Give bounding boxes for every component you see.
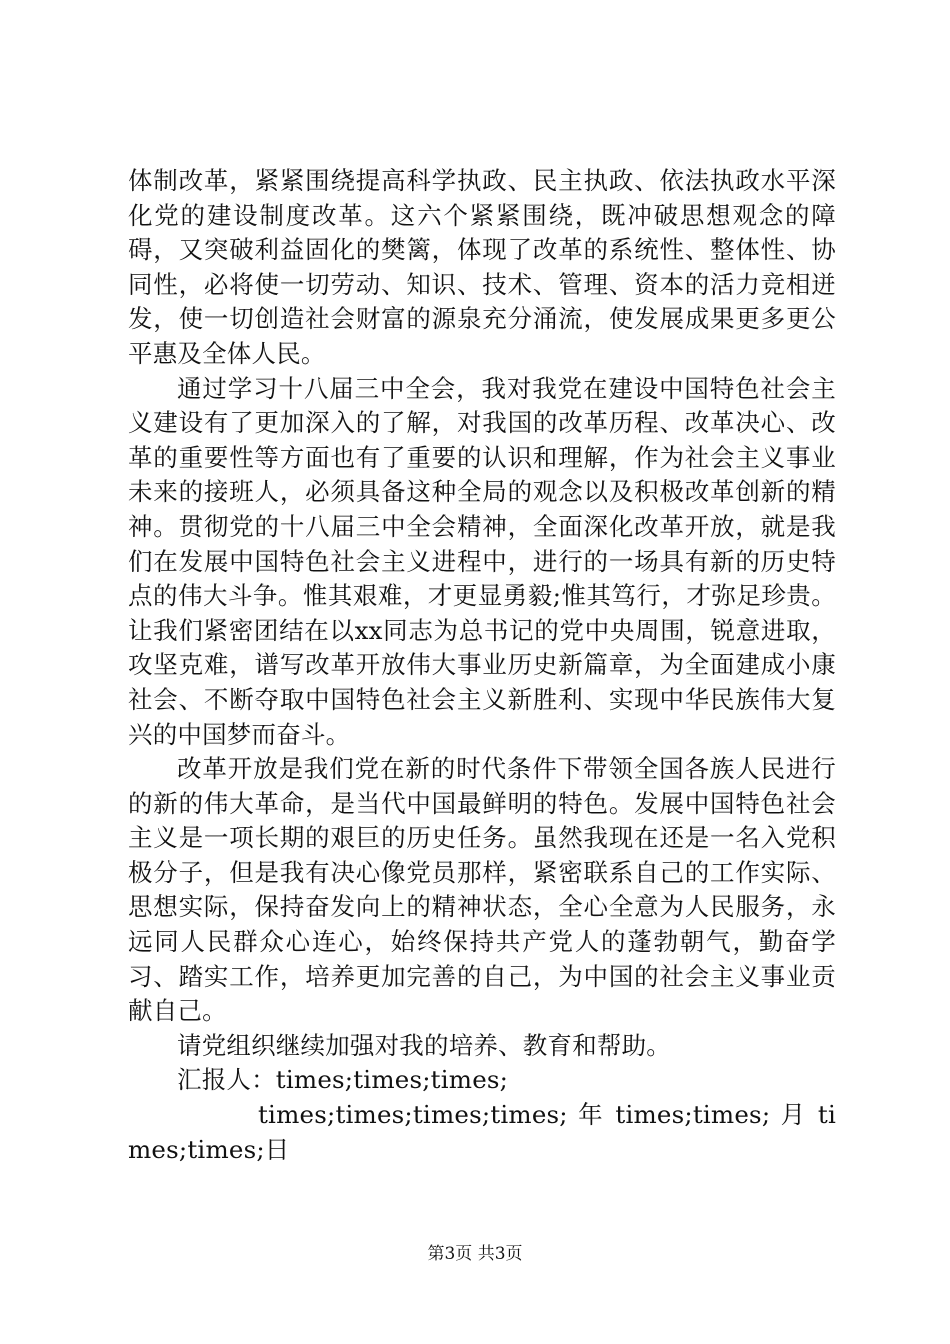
document-body [128, 164, 836, 1167]
paragraph-continuation: 体制改革，紧紧围绕提高科学执政、民主执政、依法执政水平深化党的建设制度改革。这六个紧紧围绕，既冲破思想观念的障碍，又突破利益固化的樊篱，体现了改革的系统性、整体性、协同性，必将使一切劳动、知识、技术、管理、资本的活力竞相迸发，使一切创造社会财富的源泉充分涌流，使发展成果更多更公平惠及全体人民。 [128, 166, 836, 368]
paragraph-request: 请党组织继续加强对我的培养、教育和帮助。 [177, 1030, 671, 1060]
date-line: times;times;times;times; 年 times;times; 月 times;times;日 [128, 1100, 836, 1164]
reporter-line: 汇报人：times;times;times; [177, 1065, 509, 1095]
paragraph-reform-commitment: 改革开放是我们党在新的时代条件下带领全国各族人民进行的新的伟大革命，是当代中国最鲜明的特色。发展中国特色社会主义是一项长期的艰巨的历史任务。虽然我现在还是一名入党积极分子，但是我有决心像党员那样，紧密联系自己的工作实际、思想实际，保持奋发向上的精神状态，全心全意为人民服务，永远同人民群众心连心，始终保持共产党人的蓬勃朝气，勤奋学习、踏实工作，培养更加完善的自己，为中国的社会主义事业贡献自己。 [128, 754, 836, 1026]
page-footer [0, 1243, 950, 1265]
page-number: 第3页 共3页 [427, 1244, 523, 1264]
paragraph-study-reflection: 通过学习十八届三中全会，我对我党在建设中国特色社会主义建设有了更加深入的了解，对我国的改革历程、改革决心、改革的重要性等方面也有了重要的认识和理解，作为社会主义事业未来的接班人，必须具备这种全局的观念以及积极改革创新的精神。贯彻党的十八届三中全会精神，全面深化改革开放，就是我们在发展中国特色社会主义进程中，进行的一场具有新的历史特点的伟大斗争。惟其艰难，才更显勇毅;惟其笃行，才弥足珍贵。让我们紧密团结在以xx同志为总书记的党中央周围，锐意进取，攻坚克难，谱写改革开放伟大事业历史新篇章，为全面建成小康社会、不断夺取中国特色社会主义新胜利、实现中华民族伟大复兴的中国梦而奋斗。 [128, 373, 836, 749]
